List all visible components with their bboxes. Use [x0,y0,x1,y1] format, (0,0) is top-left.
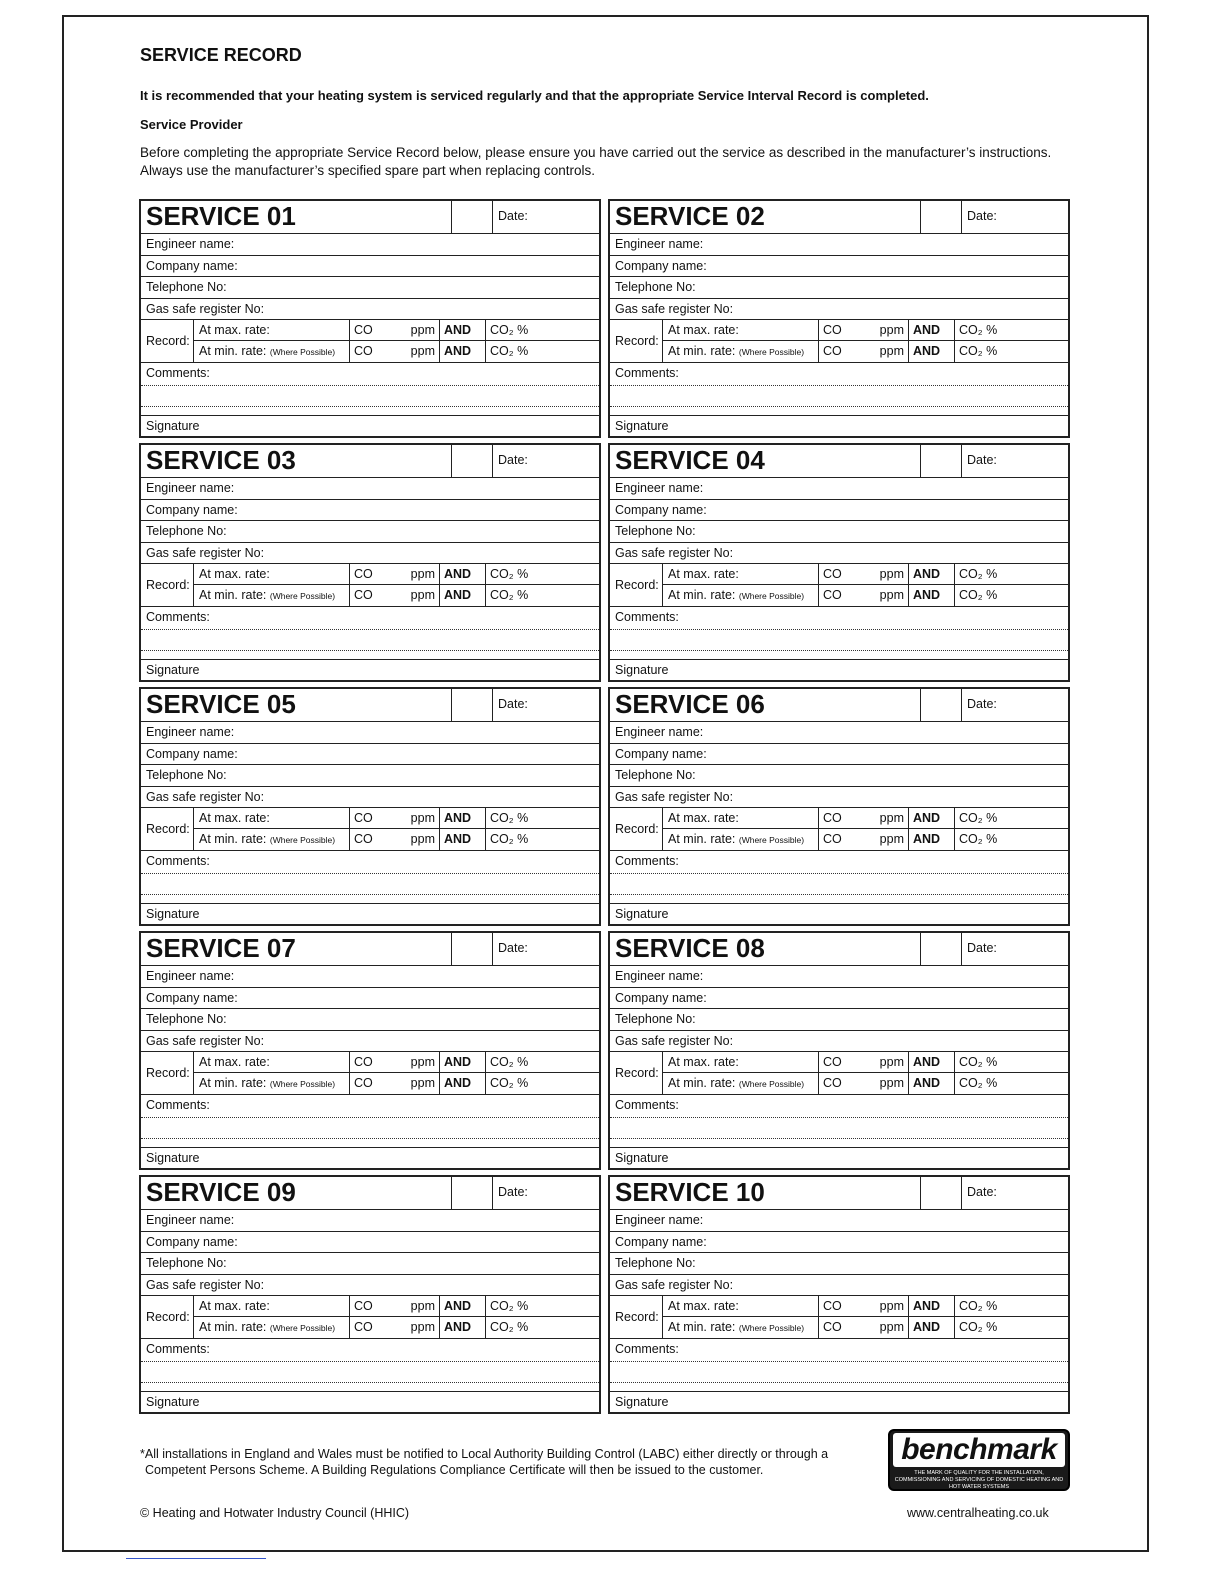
dotted-line [141,629,599,630]
service-card-header [610,933,1068,966]
service-card-header [141,933,599,966]
co-min-field[interactable]: CO ppm [819,585,909,606]
service-card [608,443,1070,682]
max-rate-row [194,1296,599,1316]
co2-max-field[interactable]: CO₂ % [959,567,998,581]
and-label: AND [440,1296,486,1316]
co2-min-field[interactable]: CO₂ % [490,344,529,358]
service-title: SERVICE 09 [141,1177,452,1209]
telephone-field[interactable]: Telephone No: [610,521,1068,543]
max-rate-row [194,1052,599,1072]
gas-safe-register-field[interactable]: Gas safe register No: [610,1275,1068,1297]
dotted-line [141,385,599,386]
service-card-header [610,201,1068,234]
and-label: AND [440,1317,486,1338]
date-field[interactable]: Date: [498,1185,528,1199]
logo-tagline: THE MARK OF QUALITY FOR THE INSTALLATION, COMMISSIONING AND SERVICING OF DOMESTIC HEATING AND HOT WATER SYSTEMS [894,1470,1064,1490]
min-rate-label: At min. rate: (Where Possible) [663,341,819,362]
gas-safe-register-field[interactable]: Gas safe register No: [141,1275,599,1297]
gas-safe-register-field[interactable]: Gas safe register No: [141,787,599,809]
service-check-box[interactable] [452,1177,493,1209]
dotted-line [610,406,1068,407]
co-max-field[interactable]: CO ppm [350,564,440,584]
comments-field[interactable]: Comments: [141,607,599,660]
instruction-line-2: Always use the manufacturer’s specified spare part when replacing controls. [140,163,595,178]
signature-field[interactable]: Signature [146,907,200,921]
co-min-field[interactable]: CO ppm [819,829,909,850]
signature-field[interactable]: Signature [615,419,669,433]
co-max-field[interactable]: CO ppm [350,808,440,828]
comments-field[interactable]: Comments: [141,851,599,904]
dotted-line [141,1138,599,1139]
co2-min-field[interactable]: CO₂ % [959,1320,998,1334]
date-field[interactable]: Date: [967,453,997,467]
website-link[interactable]: www.centralheating.co.uk [907,1506,1049,1520]
comments-field[interactable]: Comments: [610,1095,1068,1148]
gas-safe-register-field[interactable]: Gas safe register No: [610,299,1068,321]
record-table [141,808,599,851]
dotted-line [141,650,599,651]
comments-field[interactable]: Comments: [141,1339,599,1392]
engineer-name-field[interactable]: Engineer name: [610,234,1068,256]
gas-safe-register-field[interactable]: Gas safe register No: [141,299,599,321]
record-label: Record: [610,564,663,606]
co2-min-field[interactable]: CO₂ % [490,1320,529,1334]
service-check-box[interactable] [921,933,962,965]
record-label: Record: [610,320,663,362]
co2-max-field[interactable]: CO₂ % [959,1055,998,1069]
and-label: AND [909,1073,955,1094]
co2-min-field[interactable]: CO₂ % [490,1076,529,1090]
date-field[interactable]: Date: [967,941,997,955]
co-max-field[interactable]: CO ppm [819,808,909,828]
service-card [139,687,601,926]
max-rate-label: At max. rate: [663,1296,819,1316]
service-check-box[interactable] [921,201,962,233]
logo-wordmark: benchmark [893,1433,1065,1467]
service-title: SERVICE 04 [610,445,921,477]
min-rate-label: At min. rate: (Where Possible) [194,829,350,850]
telephone-field[interactable]: Telephone No: [141,277,599,299]
min-rate-label: At min. rate: (Where Possible) [663,829,819,850]
min-rate-label: At min. rate: (Where Possible) [663,1073,819,1094]
min-rate-row [663,340,1068,362]
dotted-line [610,650,1068,651]
and-label: AND [440,341,486,362]
date-field[interactable]: Date: [498,697,528,711]
max-rate-row [663,1052,1068,1072]
date-field[interactable]: Date: [967,209,997,223]
co2-min-field[interactable]: CO₂ % [959,1076,998,1090]
intro-text: It is recommended that your heating system is serviced regularly and that the appropriate Service Interval Record is completed. [140,88,929,103]
service-card [608,931,1070,1170]
benchmark-logo [888,1429,1070,1491]
signature-field[interactable]: Signature [146,1151,200,1165]
signature-field[interactable]: Signature [146,663,200,677]
max-rate-label: At max. rate: [663,320,819,340]
record-label: Record: [141,1296,194,1338]
comments-field[interactable]: Comments: [610,1339,1068,1392]
record-label: Record: [610,1296,663,1338]
dotted-line [610,385,1068,386]
min-rate-row [194,1316,599,1338]
signature-field[interactable]: Signature [615,1151,669,1165]
co-min-field[interactable]: CO ppm [350,829,440,850]
co-min-field[interactable]: CO ppm [819,1317,909,1338]
comments-field[interactable]: Comments: [141,363,599,416]
co-min-field[interactable]: CO ppm [819,341,909,362]
signature-field[interactable]: Signature [615,1395,669,1409]
service-card-header [610,445,1068,478]
record-label: Record: [610,808,663,850]
co2-max-field[interactable]: CO₂ % [490,567,529,581]
telephone-field[interactable]: Telephone No: [610,765,1068,787]
company-name-field[interactable]: Company name: [141,256,599,278]
record-table [610,808,1068,851]
service-check-box[interactable] [452,689,493,721]
comments-field[interactable]: Comments: [610,607,1068,660]
and-label: AND [440,564,486,584]
record-label: Record: [141,1052,194,1094]
co-max-field[interactable]: CO ppm [819,564,909,584]
dotted-line [141,1361,599,1362]
max-rate-label: At max. rate: [663,564,819,584]
service-provider-label: Service Provider [140,117,243,132]
service-card [608,199,1070,438]
and-label: AND [909,564,955,584]
service-title: SERVICE 03 [141,445,452,477]
and-label: AND [909,341,955,362]
co-max-field[interactable]: CO ppm [819,320,909,340]
and-label: AND [440,829,486,850]
record-label: Record: [610,1052,663,1094]
co-max-field[interactable]: CO ppm [819,1052,909,1072]
date-field[interactable]: Date: [967,1185,997,1199]
link-underline [126,1558,266,1559]
telephone-field[interactable]: Telephone No: [610,277,1068,299]
service-card-header [141,1177,599,1210]
co-max-field[interactable]: CO ppm [350,320,440,340]
gas-safe-register-field[interactable]: Gas safe register No: [610,787,1068,809]
service-check-box[interactable] [452,445,493,477]
min-rate-row [194,584,599,606]
record-table [141,1052,599,1095]
telephone-field[interactable]: Telephone No: [610,1253,1068,1275]
dotted-line [141,894,599,895]
service-check-box[interactable] [452,933,493,965]
co2-min-field[interactable]: CO₂ % [490,588,529,602]
date-field[interactable]: Date: [967,697,997,711]
engineer-name-field[interactable]: Engineer name: [610,478,1068,500]
signature-field[interactable]: Signature [615,663,669,677]
max-rate-label: At max. rate: [663,808,819,828]
telephone-field[interactable]: Telephone No: [141,1009,599,1031]
signature-field[interactable]: Signature [146,419,200,433]
telephone-field[interactable]: Telephone No: [141,521,599,543]
service-check-box[interactable] [452,201,493,233]
signature-field[interactable]: Signature [146,1395,200,1409]
max-rate-row [663,1296,1068,1316]
min-rate-row [194,1072,599,1094]
service-title: SERVICE 07 [141,933,452,965]
dotted-line [610,1382,1068,1383]
and-label: AND [909,320,955,340]
dotted-line [141,1117,599,1118]
max-rate-row [194,564,599,584]
and-label: AND [440,1052,486,1072]
co2-max-field[interactable]: CO₂ % [490,1299,529,1313]
co2-min-field[interactable]: CO₂ % [959,832,998,846]
min-rate-label: At min. rate: (Where Possible) [194,585,350,606]
telephone-field[interactable]: Telephone No: [141,765,599,787]
service-card [608,687,1070,926]
company-name-field[interactable]: Company name: [610,256,1068,278]
and-label: AND [909,1296,955,1316]
max-rate-row [194,808,599,828]
gas-safe-register-field[interactable]: Gas safe register No: [141,543,599,565]
and-label: AND [440,1073,486,1094]
service-title: SERVICE 10 [610,1177,921,1209]
telephone-field[interactable]: Telephone No: [610,1009,1068,1031]
service-card-header [610,689,1068,722]
instruction-line-1: Before completing the appropriate Service Record below, please ensure you have carried out the service as described in the manufacturer’s instructions. [140,145,1052,160]
min-rate-label: At min. rate: (Where Possible) [194,1317,350,1338]
max-rate-row [663,564,1068,584]
record-label: Record: [141,808,194,850]
and-label: AND [909,1317,955,1338]
co-min-field[interactable]: CO ppm [350,585,440,606]
co-min-field[interactable]: CO ppm [350,1317,440,1338]
min-rate-row [663,1072,1068,1094]
max-rate-label: At max. rate: [194,808,350,828]
record-table [610,1052,1068,1095]
engineer-name-field[interactable]: Engineer name: [610,966,1068,988]
and-label: AND [909,1052,955,1072]
max-rate-row [663,808,1068,828]
engineer-name-field[interactable]: Engineer name: [141,1210,599,1232]
service-check-box[interactable] [921,445,962,477]
date-field[interactable]: Date: [498,941,528,955]
co2-min-field[interactable]: CO₂ % [490,832,529,846]
comments-field[interactable]: Comments: [610,851,1068,904]
gas-safe-register-field[interactable]: Gas safe register No: [141,1031,599,1053]
signature-field[interactable]: Signature [615,907,669,921]
company-name-field[interactable]: Company name: [141,744,599,766]
company-name-field[interactable]: Company name: [610,1232,1068,1254]
service-title: SERVICE 05 [141,689,452,721]
co-max-field[interactable]: CO ppm [819,1296,909,1316]
co2-min-field[interactable]: CO₂ % [959,344,998,358]
min-rate-row [194,340,599,362]
co2-max-field[interactable]: CO₂ % [490,811,529,825]
and-label: AND [440,585,486,606]
record-table [141,564,599,607]
record-table [610,564,1068,607]
service-card [139,931,601,1170]
co2-max-field[interactable]: CO₂ % [959,323,998,337]
max-rate-label: At max. rate: [194,564,350,584]
date-field[interactable]: Date: [498,453,528,467]
co-max-field[interactable]: CO ppm [350,1052,440,1072]
service-check-box[interactable] [921,689,962,721]
co-min-field[interactable]: CO ppm [350,341,440,362]
company-name-field[interactable]: Company name: [610,744,1068,766]
and-label: AND [440,320,486,340]
record-table [610,320,1068,363]
service-card [139,199,601,438]
page-title: SERVICE RECORD [140,45,302,65]
service-card-header [141,201,599,234]
engineer-name-field[interactable]: Engineer name: [141,966,599,988]
dotted-line [610,894,1068,895]
max-rate-row [663,320,1068,340]
company-name-field[interactable]: Company name: [141,500,599,522]
telephone-field[interactable]: Telephone No: [141,1253,599,1275]
co-max-field[interactable]: CO ppm [350,1296,440,1316]
record-label: Record: [141,564,194,606]
engineer-name-field[interactable]: Engineer name: [610,722,1068,744]
dotted-line [141,406,599,407]
dotted-line [610,629,1068,630]
service-card [608,1175,1070,1414]
dotted-line [141,1382,599,1383]
comments-field[interactable]: Comments: [141,1095,599,1148]
service-record-grid [139,199,1070,1415]
footnote: *All installations in England and Wales must be notified to Local Authority Building Control (LABC) either directly or through a Competent Persons Scheme. A Building Regulations Compliance Certificate will then be issued to the customer. [140,1447,829,1477]
and-label: AND [909,808,955,828]
co2-max-field[interactable]: CO₂ % [490,323,529,337]
company-name-field[interactable]: Company name: [141,1232,599,1254]
min-rate-row [194,828,599,850]
engineer-name-field[interactable]: Engineer name: [141,234,599,256]
max-rate-row [194,320,599,340]
max-rate-label: At max. rate: [194,320,350,340]
min-rate-label: At min. rate: (Where Possible) [663,585,819,606]
service-card [139,1175,601,1414]
min-rate-row [663,1316,1068,1338]
engineer-name-field[interactable]: Engineer name: [141,722,599,744]
service-title: SERVICE 02 [610,201,921,233]
and-label: AND [909,829,955,850]
gas-safe-register-field[interactable]: Gas safe register No: [610,1031,1068,1053]
min-rate-row [663,584,1068,606]
min-rate-label: At min. rate: (Where Possible) [194,341,350,362]
record-table [141,320,599,363]
service-card-header [141,689,599,722]
service-title: SERVICE 01 [141,201,452,233]
co-min-field[interactable]: CO ppm [350,1073,440,1094]
co2-max-field[interactable]: CO₂ % [959,811,998,825]
service-title: SERVICE 08 [610,933,921,965]
service-card-header [610,1177,1068,1210]
record-label: Record: [141,320,194,362]
and-label: AND [440,808,486,828]
max-rate-label: At max. rate: [663,1052,819,1072]
company-name-field[interactable]: Company name: [610,500,1068,522]
service-card [139,443,601,682]
service-card-header [141,445,599,478]
dotted-line [141,873,599,874]
dotted-line [610,873,1068,874]
min-rate-row [663,828,1068,850]
dotted-line [610,1361,1068,1362]
service-check-box[interactable] [921,1177,962,1209]
service-title: SERVICE 06 [610,689,921,721]
and-label: AND [909,585,955,606]
co2-max-field[interactable]: CO₂ % [959,1299,998,1313]
dotted-line [610,1138,1068,1139]
co2-max-field[interactable]: CO₂ % [490,1055,529,1069]
engineer-name-field[interactable]: Engineer name: [610,1210,1068,1232]
min-rate-label: At min. rate: (Where Possible) [194,1073,350,1094]
co2-min-field[interactable]: CO₂ % [959,588,998,602]
record-table [141,1296,599,1339]
dotted-line [610,1117,1068,1118]
company-name-field[interactable]: Company name: [610,988,1068,1010]
max-rate-label: At max. rate: [194,1296,350,1316]
copyright: © Heating and Hotwater Industry Council (HHIC) [140,1506,410,1520]
gas-safe-register-field[interactable]: Gas safe register No: [610,543,1068,565]
engineer-name-field[interactable]: Engineer name: [141,478,599,500]
record-table [610,1296,1068,1339]
max-rate-label: At max. rate: [194,1052,350,1072]
company-name-field[interactable]: Company name: [141,988,599,1010]
comments-field[interactable]: Comments: [610,363,1068,416]
date-field[interactable]: Date: [498,209,528,223]
co-min-field[interactable]: CO ppm [819,1073,909,1094]
min-rate-label: At min. rate: (Where Possible) [663,1317,819,1338]
